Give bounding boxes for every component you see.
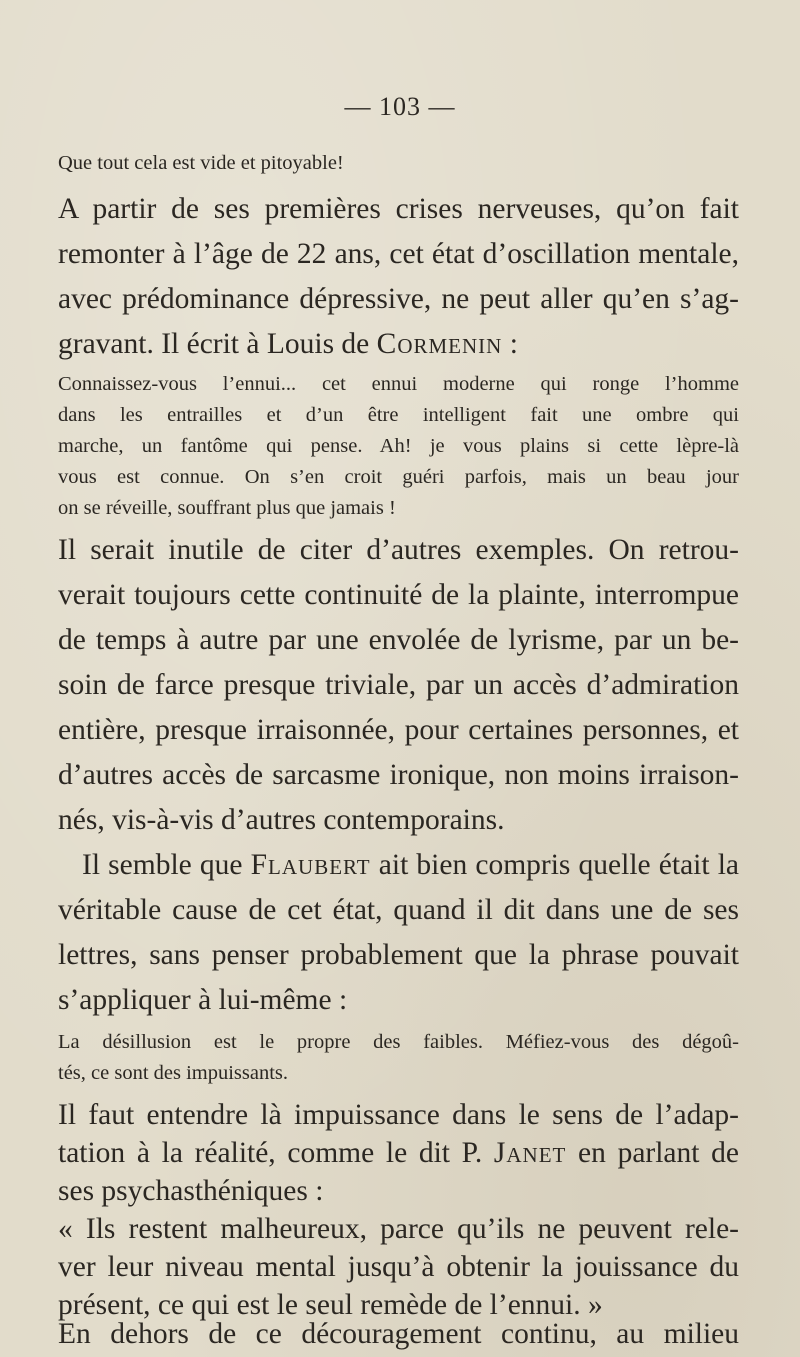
text-line: Il semble que Flaubert ait bien compris quelle était la (82, 849, 739, 881)
quote-line: on se réveille, souffrant plus que jamais ! (58, 497, 396, 519)
text-line: nés, vis-à-vis d’autres contemporains. (58, 804, 505, 836)
text-line: d’autres accès de sarcasme ironique, non moins irraison- (58, 759, 739, 791)
text-line: remonter à l’âge de 22 ans, cet état d’oscillation mentale, (58, 238, 739, 270)
author-name: Janet (493, 1137, 567, 1169)
text-line: tation à la réalité, comme le dit P. Janet en parlant de (58, 1137, 740, 1169)
text-line: Il faut entendre là impuissance dans le sens de l’adap- (58, 1099, 739, 1131)
text-line: soin de farce presque triviale, par un accès d’admiration (58, 669, 739, 701)
text-line: En dehors de ce découragement continu, au milieu (58, 1318, 739, 1350)
text-line: de temps à autre par une envolée de lyrisme, par un be- (58, 624, 739, 656)
quote-line: vous est connue. On s’en croit guéri parfois, mais un beau jour (58, 466, 739, 488)
text-line: Il serait inutile de citer d’autres exemples. On retrou- (58, 534, 739, 566)
text-line: « Ils restent malheureux, parce qu’ils ne peuvent rele- (58, 1213, 739, 1245)
quote-line: La désillusion est le propre des faibles. Méfiez-vous des dégoû- (58, 1031, 739, 1053)
author-name: Flaubert (250, 849, 371, 881)
text-line: A partir de ses premières crises nerveuses, qu’on fait (58, 193, 739, 225)
text-line: verait toujours cette continuité de la plainte, interrompue (58, 579, 739, 611)
text-line: ses psychasthéniques : (58, 1175, 324, 1207)
text-line: s’appliquer à lui-même : (58, 984, 348, 1016)
text-line: gravant. Il écrit à Louis de Cormenin : (58, 328, 518, 360)
quote-line: Connaissez-vous l’ennui... cet ennui moderne qui ronge l’homme (58, 373, 739, 395)
author-name: Cormenin (376, 328, 503, 360)
quote-line: marche, un fantôme qui pense. Ah! je vous plains si cette lèpre-là (58, 435, 739, 457)
text-line: présent, ce qui est le seul remède de l’ennui. » (58, 1289, 603, 1321)
quote-line: tés, ce sont des impuissants. (58, 1062, 289, 1084)
text-line: lettres, sans penser probablement que la phrase pouvait (58, 939, 739, 971)
page-number: — 103 — (344, 92, 456, 121)
text-line: Que tout cela est vide et pitoyable! (58, 152, 344, 174)
text-line: véritable cause de cet état, quand il dit dans une de ses (58, 894, 739, 926)
text-line: entière, presque irraisonnée, pour certaines personnes, et (58, 714, 739, 746)
text-line: avec prédominance dépressive, ne peut aller qu’en s’ag- (58, 283, 739, 315)
quote-line: dans les entrailles et d’un être intelligent fait une ombre qui (58, 404, 739, 426)
text-line: ver leur niveau mental jusqu’à obtenir la jouissance du (58, 1251, 739, 1283)
